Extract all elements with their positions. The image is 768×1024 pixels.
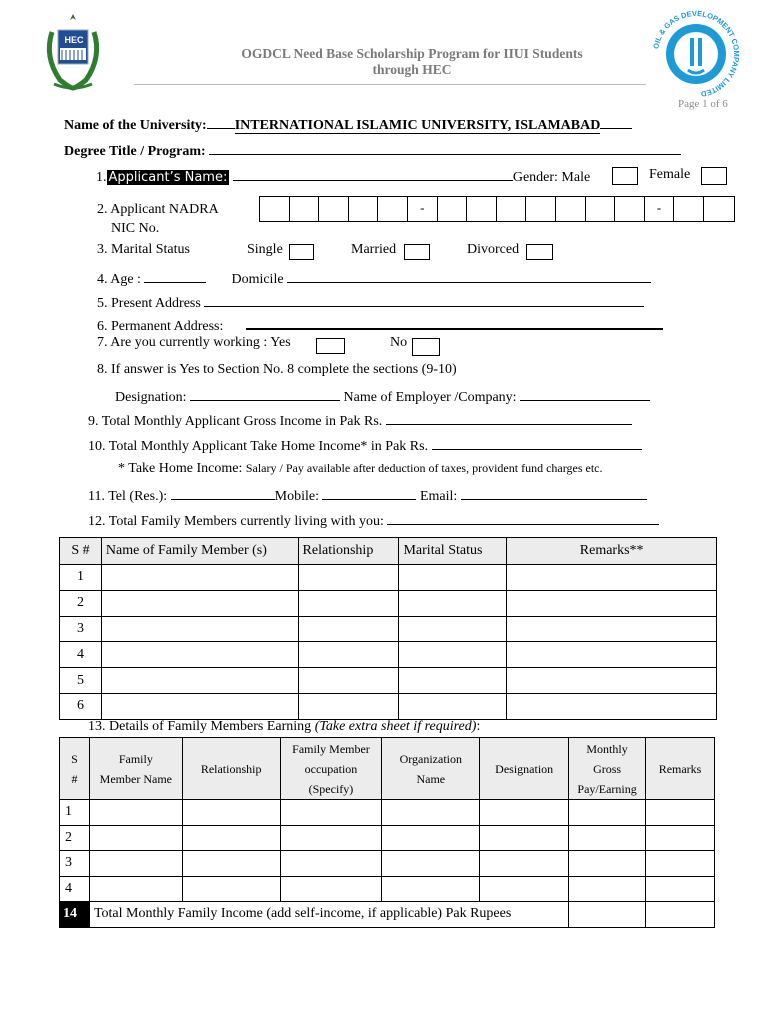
- col-header-member-name: Family Member Name: [89, 738, 182, 800]
- email-field[interactable]: [461, 486, 647, 500]
- table-cell[interactable]: [507, 693, 717, 719]
- take-home-note-prefix: * Take Home Income:: [118, 461, 243, 476]
- nic-label-line2: NIC No.: [111, 221, 160, 236]
- working-yes-checkbox[interactable]: [316, 338, 345, 354]
- table-cell[interactable]: [182, 800, 280, 826]
- take-home-note-text: Salary / Pay available after deduction of taxes, provident fund charges etc.: [245, 461, 603, 475]
- designation-field[interactable]: [190, 387, 340, 401]
- nic-label-line1: 2. Applicant NADRA: [97, 202, 219, 217]
- table-header-row: [60, 738, 715, 800]
- earning-title-suffix: :: [476, 719, 481, 734]
- table-cell[interactable]: [569, 825, 646, 851]
- applicant-name-row: [96, 167, 590, 186]
- employer-field[interactable]: [520, 387, 650, 401]
- table-cell[interactable]: [480, 825, 569, 851]
- table-cell[interactable]: [298, 693, 399, 719]
- table-cell[interactable]: [298, 616, 399, 642]
- table-row: [60, 800, 715, 826]
- table-cell[interactable]: [646, 851, 715, 877]
- total-income-label: Total Monthly Family Income (add self-income, if applicable) Pak Rupees: [89, 902, 568, 928]
- nic-box[interactable]: [349, 197, 379, 221]
- mobile-field[interactable]: [322, 486, 416, 500]
- gross-income-field[interactable]: [386, 411, 632, 425]
- col-header: Marital Status: [399, 538, 507, 565]
- earning-title-italic: (Take extra sheet if required): [314, 719, 477, 734]
- family-members-label: 12. Total Family Members currently living with you:: [88, 514, 384, 529]
- col-header: Relationship: [298, 538, 399, 565]
- nic-box[interactable]: [674, 197, 704, 221]
- col-header: S #: [60, 538, 102, 565]
- take-home-income-field[interactable]: [432, 436, 642, 450]
- table-cell[interactable]: [280, 851, 382, 877]
- table-row: [60, 590, 717, 616]
- table-cell[interactable]: [507, 642, 717, 668]
- table-cell[interactable]: [382, 800, 480, 826]
- col-header-relationship: Relationship: [182, 738, 280, 800]
- tel-label: 11. Tel (Res.):: [88, 489, 168, 504]
- marital-married-label: Married: [351, 242, 397, 257]
- applicant-name-field[interactable]: [233, 167, 513, 181]
- row-number: 2: [60, 825, 90, 851]
- family-members-row: [88, 511, 659, 530]
- document-title: [200, 46, 624, 78]
- nic-box[interactable]: [290, 197, 320, 221]
- permanent-address-label: 6. Permanent Address:: [97, 319, 224, 334]
- present-address-row: [97, 293, 644, 312]
- table-cell[interactable]: [507, 565, 717, 591]
- earning-title-prefix: 13. Details of Family Members Earning: [88, 719, 315, 734]
- marital-single-label: Single: [247, 242, 283, 257]
- present-address-field[interactable]: [204, 293, 644, 307]
- table-row: [60, 616, 717, 642]
- table-row: [60, 642, 717, 668]
- domicile-field[interactable]: [287, 269, 651, 283]
- working-no-checkbox[interactable]: [412, 338, 440, 356]
- table-row: [60, 565, 717, 591]
- gross-income-label: 9. Total Monthly Applicant Gross Income in Pak Rs.: [88, 414, 383, 429]
- nic-box[interactable]: [556, 197, 586, 221]
- table-cell[interactable]: [507, 616, 717, 642]
- working-no-label: No: [390, 335, 408, 350]
- table-cell[interactable]: [382, 876, 480, 902]
- table-row: [60, 825, 715, 851]
- gender-male-checkbox[interactable]: [612, 167, 638, 185]
- nic-box[interactable]: [378, 197, 408, 221]
- permanent-address-row: [97, 316, 663, 335]
- nic-box[interactable]: [526, 197, 556, 221]
- earning-members-table: [59, 737, 715, 928]
- hec-logo: [40, 12, 106, 94]
- family-members-table: [59, 537, 717, 720]
- nic-box[interactable]: [467, 197, 497, 221]
- age-label: 4. Age :: [97, 272, 141, 287]
- marital-status-label: 3. Marital Status: [97, 242, 190, 257]
- designation-label: Designation:: [115, 390, 187, 405]
- age-row: [97, 269, 651, 288]
- table-cell[interactable]: [298, 590, 399, 616]
- col-header-occupation: Family Member occupation (Specify): [280, 738, 382, 800]
- university-row: [64, 115, 632, 134]
- row-number: 1: [60, 800, 90, 826]
- working-label: 7. Are you currently working : Yes: [97, 335, 291, 350]
- table-cell[interactable]: [101, 693, 298, 719]
- degree-field[interactable]: [209, 141, 681, 155]
- row-number: 1: [60, 565, 102, 591]
- nic-box[interactable]: [586, 197, 616, 221]
- table-cell[interactable]: [89, 851, 182, 877]
- gender-male-label: Gender: Male: [512, 170, 591, 185]
- marital-married-checkbox[interactable]: [404, 244, 430, 260]
- table-cell[interactable]: [399, 642, 507, 668]
- table-row: [60, 876, 715, 902]
- table-cell[interactable]: [399, 590, 507, 616]
- table-cell[interactable]: [182, 825, 280, 851]
- table-cell[interactable]: [646, 800, 715, 826]
- table-cell[interactable]: [101, 642, 298, 668]
- nic-box[interactable]: [497, 197, 527, 221]
- table-cell[interactable]: [89, 825, 182, 851]
- row-number: 4: [60, 876, 90, 902]
- nic-box[interactable]: [704, 197, 734, 221]
- gross-income-row: [88, 411, 632, 430]
- mobile-label: Mobile:: [274, 489, 319, 504]
- take-home-note: [118, 461, 603, 477]
- table-cell[interactable]: [569, 876, 646, 902]
- table-cell[interactable]: [101, 565, 298, 591]
- marital-divorced-label: Divorced: [467, 242, 520, 257]
- table-cell[interactable]: [280, 825, 382, 851]
- degree-label: Degree Title / Program:: [64, 144, 206, 159]
- nic-number-boxes[interactable]: [259, 196, 735, 222]
- email-label: Email:: [419, 489, 458, 504]
- document-title-line2: through HEC: [372, 62, 452, 77]
- contact-row: [88, 486, 647, 505]
- table-row: [60, 851, 715, 877]
- table-cell[interactable]: [480, 800, 569, 826]
- table-cell[interactable]: [646, 876, 715, 902]
- table-cell[interactable]: [569, 851, 646, 877]
- header-rule: [134, 84, 646, 85]
- nic-label: [97, 200, 219, 238]
- tel-field[interactable]: [171, 486, 275, 500]
- table-cell[interactable]: [101, 616, 298, 642]
- table-cell[interactable]: [399, 693, 507, 719]
- table-cell[interactable]: [89, 800, 182, 826]
- gender-female-checkbox[interactable]: [701, 167, 727, 185]
- page-indicator: Page 1 of 6: [678, 98, 728, 110]
- nic-box[interactable]: [438, 197, 468, 221]
- table-cell[interactable]: [399, 616, 507, 642]
- col-header-organization: Organization Name: [382, 738, 480, 800]
- degree-row: [64, 141, 681, 160]
- row-number: 2: [60, 590, 102, 616]
- svg-text:HEC: HEC: [64, 35, 84, 45]
- table-cell[interactable]: [89, 876, 182, 902]
- total-income-remarks[interactable]: [646, 902, 715, 928]
- table-cell[interactable]: [182, 851, 280, 877]
- designation-row: [115, 387, 650, 406]
- table-cell[interactable]: [298, 642, 399, 668]
- table-header-row: [60, 538, 717, 565]
- domicile-label: Domicile: [231, 272, 284, 287]
- col-header-remarks: Remarks: [646, 738, 715, 800]
- document-title-line1: OGDCL Need Base Scholarship Program for IIUI Students: [241, 46, 583, 61]
- table-cell[interactable]: [101, 668, 298, 694]
- total-income-number: 14: [60, 902, 90, 928]
- table-cell[interactable]: [298, 668, 399, 694]
- take-home-income-row: [88, 436, 642, 455]
- take-home-income-label: 10. Total Monthly Applicant Take Home Income* in Pak Rs.: [88, 439, 429, 454]
- table-cell[interactable]: [101, 590, 298, 616]
- employer-label: Name of Employer /Company:: [343, 390, 517, 405]
- total-income-value[interactable]: [569, 902, 646, 928]
- applicant-name-label: Applicant’s Name:: [108, 170, 228, 185]
- table-row: [60, 668, 717, 694]
- table-cell[interactable]: [399, 565, 507, 591]
- earning-section-title: [88, 719, 480, 735]
- table-cell[interactable]: [480, 876, 569, 902]
- table-cell[interactable]: [399, 668, 507, 694]
- permanent-address-field[interactable]: [246, 316, 663, 330]
- table-cell[interactable]: [298, 565, 399, 591]
- row-number: 4: [60, 642, 102, 668]
- table-cell[interactable]: [480, 851, 569, 877]
- nic-box[interactable]: [319, 197, 349, 221]
- svg-text:OIL & GAS DEVELOPMENT COMPANY: OIL & GAS DEVELOPMENT CO PANY LIMITED: [652, 10, 740, 98]
- section-8-instruction: 8. If answer is Yes to Section No. 8 complete the sections (9-10): [97, 362, 457, 377]
- applicant-name-number: 1.: [96, 170, 107, 185]
- col-header-monthly-pay: Monthly Gross Pay/Earning: [569, 738, 646, 800]
- total-income-row: [60, 902, 715, 928]
- family-members-field[interactable]: [387, 511, 659, 525]
- nic-box[interactable]: [615, 197, 645, 221]
- row-number: 6: [60, 693, 102, 719]
- table-cell[interactable]: [182, 876, 280, 902]
- ogdcl-logo: [652, 10, 740, 98]
- university-label: Name of the University:: [64, 118, 207, 133]
- table-cell[interactable]: [382, 851, 480, 877]
- row-number: 3: [60, 851, 90, 877]
- gender-female-label: Female: [649, 167, 691, 182]
- marital-divorced-checkbox[interactable]: [526, 244, 553, 260]
- table-cell[interactable]: [569, 800, 646, 826]
- university-value: INTERNATIONAL ISLAMIC UNIVERSITY, ISLAMABAD: [234, 118, 601, 133]
- col-header: Name of Family Member (s): [101, 538, 298, 565]
- nic-dash: -: [408, 197, 438, 221]
- table-cell[interactable]: [507, 590, 717, 616]
- table-cell[interactable]: [507, 668, 717, 694]
- nic-dash: -: [645, 197, 675, 221]
- nic-box[interactable]: [260, 197, 290, 221]
- age-field[interactable]: [144, 269, 206, 283]
- row-number: 5: [60, 668, 102, 694]
- marital-single-checkbox[interactable]: [289, 244, 314, 260]
- table-cell[interactable]: [646, 825, 715, 851]
- present-address-label: 5. Present Address: [97, 296, 201, 311]
- col-header: Remarks**: [507, 538, 717, 565]
- table-cell[interactable]: [382, 825, 480, 851]
- table-row: [60, 693, 717, 719]
- col-header-designation: Designation: [480, 738, 569, 800]
- row-number: 3: [60, 616, 102, 642]
- table-cell[interactable]: [280, 800, 382, 826]
- table-cell[interactable]: [280, 876, 382, 902]
- col-header-sno: S #: [60, 738, 90, 800]
